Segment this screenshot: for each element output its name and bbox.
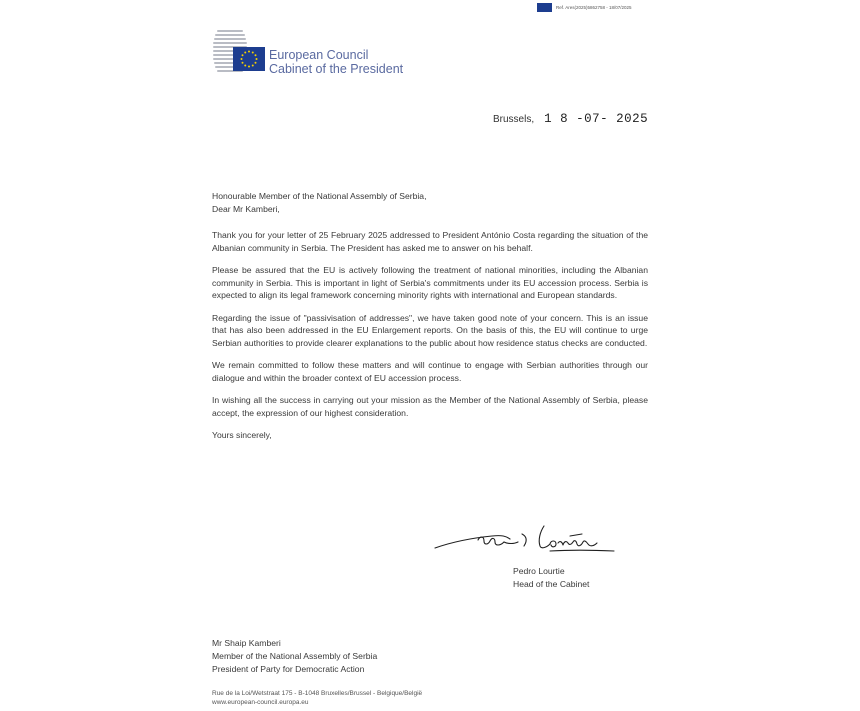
eu-star-icon — [244, 65, 246, 67]
place-text: Brussels, — [493, 114, 535, 125]
signer-name: Pedro Lourtie — [513, 566, 565, 576]
letter-paragraph: In wishing all the success in carrying out your mission as the Member of the National Assembly of Serbia, please accept, the expression of our highest consideration. — [212, 395, 648, 418]
letter-paragraph: Thank you for your letter of 25 February 2025 addressed to President António Costa regarding the situation of the Albanian community in Serbia. The President has asked me to answer on his behalf. — [212, 230, 648, 253]
eu-star-icon — [256, 58, 258, 60]
closing-text: Yours sincerely, — [212, 430, 272, 440]
salutation-line: Honourable Member of the National Assembly of Serbia, — [212, 191, 427, 201]
eu-star-icon — [244, 52, 246, 54]
addressee-block — [212, 637, 377, 676]
dateline — [493, 112, 648, 126]
eu-star-icon — [252, 65, 254, 67]
organisation-unit: Cabinet of the President — [269, 62, 404, 76]
date-stamp: 1 8 -07- 2025 — [544, 112, 649, 126]
salutation — [212, 190, 648, 215]
addressee-role: President of Party for Democratic Action — [212, 664, 365, 674]
eu-star-icon — [248, 66, 250, 68]
letter-paragraph: Please be assured that the EU is actively following the treatment of national minorities, including the Albanian community in Serbia. This is important in light of Serbia's commitments under its EU accession process. Serbia is expected to align its legal framework concerning minority rights with international and European standards. — [212, 265, 648, 300]
letter-paragraph: We remain committed to follow these matters and will continue to engage with Serbian authorities through our dialogue and within the broader context of EU accession process. — [212, 360, 648, 383]
signer-title: Head of the Cabinet — [513, 579, 590, 589]
letter-paragraph: Regarding the issue of "passivisation of addresses", we have taken good note of your concern. This is an issue that has also been addressed in the EU Enlargement reports. On the basis of this, the EU will continue to urge Serbian authorities to provide clearer explanations to the public about how residence status checks are conducted. — [212, 312, 648, 348]
eu-star-icon — [255, 54, 257, 56]
eu-star-icon — [241, 58, 243, 60]
footer — [212, 689, 422, 707]
eu-star-icon — [255, 62, 257, 64]
salutation-line: Dear Mr Kamberi, — [212, 203, 280, 214]
letter-body — [212, 190, 648, 442]
eu-flag-icon — [537, 3, 552, 12]
organisation-name-block — [269, 48, 403, 76]
eu-star-icon — [242, 62, 244, 64]
addressee-name: Mr Shaip Kamberi — [212, 638, 281, 648]
document-reference-stamp — [537, 3, 632, 12]
reference-text: Ref. Ares(2025)5862758 - 18/07/2025 — [556, 5, 632, 10]
footer-website: www.european-council.europa.eu — [212, 699, 309, 706]
organisation-name: European Council — [269, 48, 369, 62]
footer-address: Rue de la Loi/Wetstraat 175 - B-1048 Bruxelles/Brussel - Belgique/België — [212, 690, 423, 697]
addressee-role: Member of the National Assembly of Serbia — [212, 651, 378, 661]
eu-star-icon — [242, 54, 244, 56]
signer-block — [513, 565, 589, 591]
eu-star-icon — [248, 51, 250, 53]
eu-flag-icon — [233, 47, 265, 71]
eu-star-icon — [252, 52, 254, 54]
handwritten-signature — [432, 522, 617, 556]
